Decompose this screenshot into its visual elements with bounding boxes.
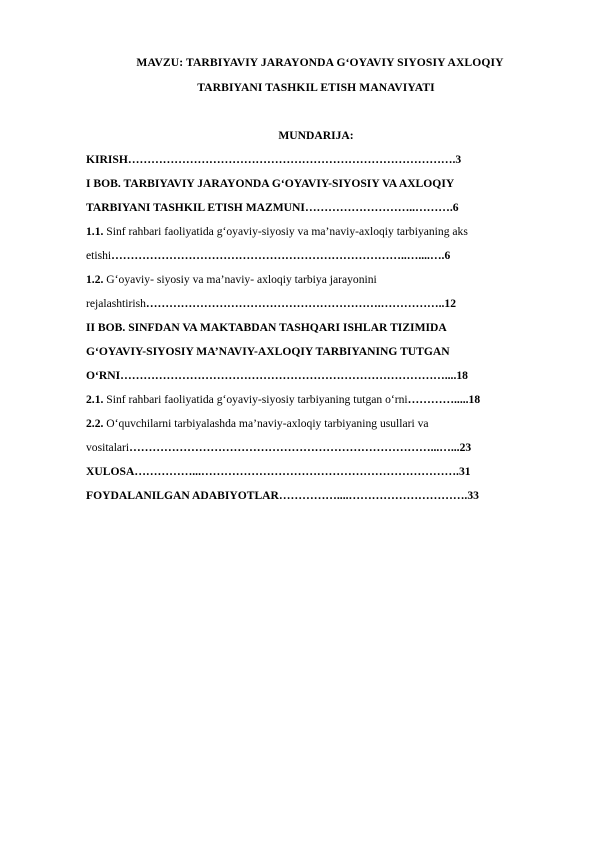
toc-entry-text: rejalashtirish (86, 297, 146, 310)
toc-entry-text: KIRISH………………………………………………………………………….3 (86, 153, 462, 166)
toc-entry-chapter-1-line-2 (86, 198, 550, 218)
toc-entry-chapter-2-line-3 (86, 366, 550, 386)
toc-entry-text: I BOB. TARBIYAVIY JARAYONDA G‘OYAVIY-SIYOSIY VA AXLOQIY (86, 177, 455, 190)
toc-entry-number: 2.2. (86, 417, 104, 430)
toc-entry-text: II BOB. SINFDAN VA MAKTABDAN TASHQARI ISHLAR TIZIMIDA (86, 321, 447, 334)
toc-entry-leader-dots: …………………………………………………………………..…....….6 (111, 249, 451, 262)
toc-entry-text: etishi (86, 249, 112, 262)
toc-entry-1-1-line-2 (86, 246, 550, 266)
document-title-line-2: TARBIYANI TASHKIL ETISH MANAVIYATI (197, 81, 435, 94)
toc-entry-text: Sinf rahbari faoliyatida g‘oyaviy-siyosiy va ma’naviy-axloqiy tarbiyaning aks (103, 225, 468, 238)
toc-entry-text: FOYDALANILGAN ADABIYOTLAR……………....………………………….33 (86, 489, 479, 502)
toc-entry-text: XULOSA……………...………………………………………………………….31 (86, 465, 471, 478)
toc-entry-text: G‘OYAVIY-SIYOSIY MA’NAVIY-AXLOQIY TARBIYANING TUTGAN (86, 345, 450, 358)
toc-entry-2-2-line-2 (86, 438, 550, 458)
toc-entry-number: 1.2. (86, 273, 104, 286)
toc-entry-leader-dots: ………….....18 (407, 393, 481, 406)
toc-entry-number: 1.1. (86, 225, 104, 238)
toc-entry-text: O‘quvchilarni tarbiyalashda ma’naviy-axloqiy tarbiyaning usullari va (103, 417, 429, 430)
toc-entry-chapter-2-line-2 (86, 342, 550, 362)
toc-entry-chapter-2-line-1 (86, 318, 550, 338)
toc-entry-leader-dots: ……………………………………………………………………...…...23 (129, 441, 472, 454)
toc-entry-text: Sinf rahbari faoliyatida g‘oyaviy-siyosiy tarbiyaning tutgan o‘rni (103, 393, 408, 406)
toc-entry-1-1-line-1 (86, 222, 550, 242)
toc-entry-text: vositalari (86, 441, 130, 454)
toc-entry-1-2-line-1 (86, 270, 550, 290)
toc-entry-number: 2.1. (86, 393, 104, 406)
toc-entry-2-1 (86, 390, 550, 410)
toc-heading: MUNDARIJA: (278, 129, 354, 142)
toc-entry-2-2-line-1 (86, 414, 550, 434)
toc-entry-chapter-1-line-1 (86, 174, 550, 194)
document-title-line-1: MAVZU: TARBIYAVIY JARAYONDA G‘OYAVIY SIYOSIY AXLOQIY (136, 56, 504, 69)
toc-entry-text: O‘RNI…………………………………………………………………………....18 (86, 369, 468, 382)
toc-entry-leader-dots: …………………………………………………….……………..12 (145, 297, 457, 310)
toc-entry-text: G‘oyaviy- siyosiy va ma’naviy- axloqiy tarbiya jarayonini (103, 273, 377, 286)
toc-entry-references (86, 486, 550, 506)
toc-entry-kirish (86, 150, 550, 170)
toc-entry-xulosa (86, 462, 550, 482)
toc-entry-1-2-line-2 (86, 294, 550, 314)
toc-entry-text: TARBIYANI TASHKIL ETISH MAZMUNI………………………..……….6 (86, 201, 459, 214)
